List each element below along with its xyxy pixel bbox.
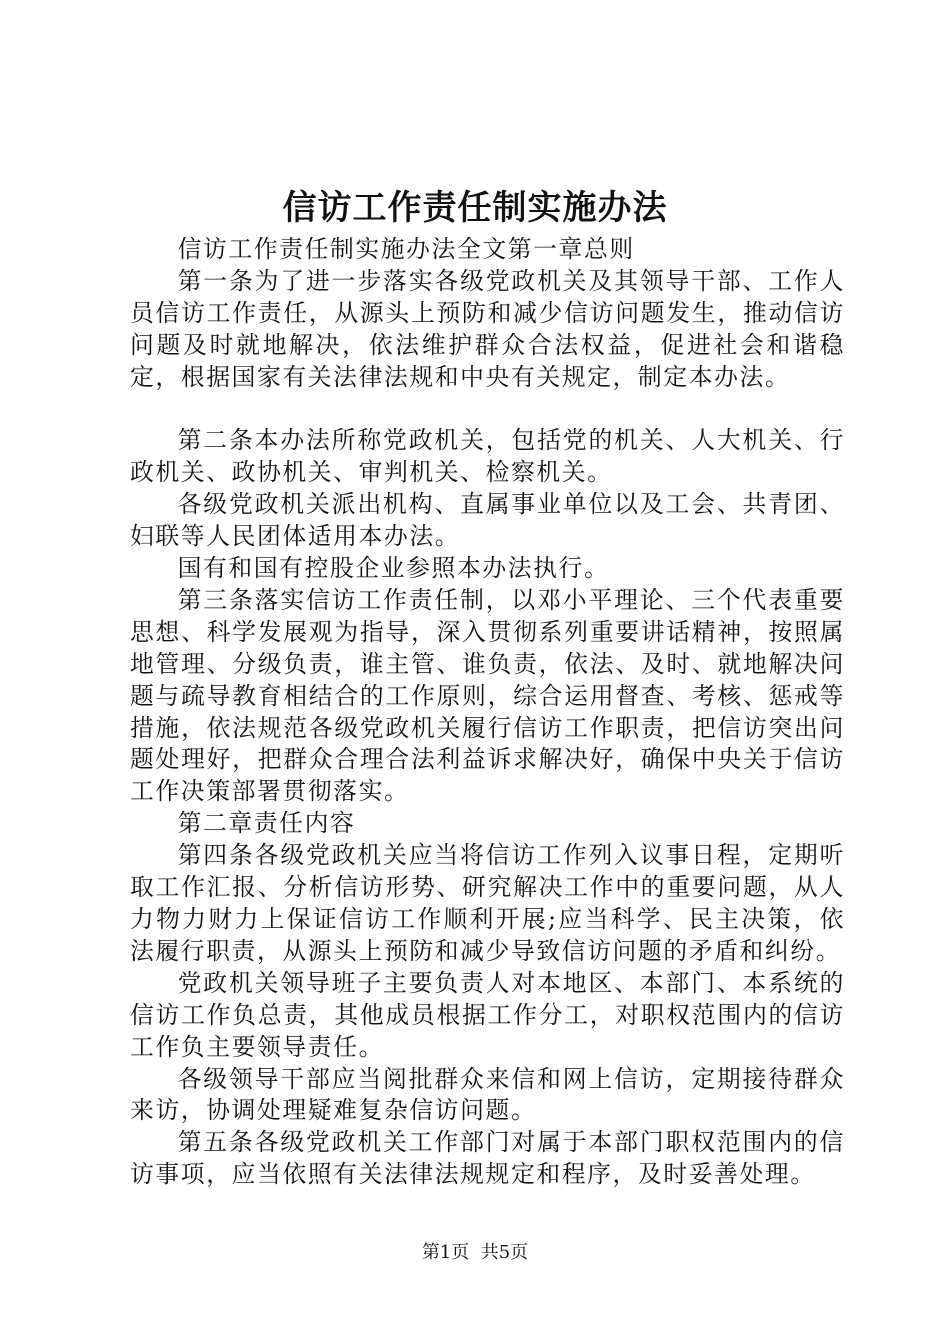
chapter-2-heading: 第二章责任内容	[177, 809, 356, 838]
article-5-paragraph: 第五条各级党政机关工作部门对属于本部门职权范围内的信访事项，应当依照有关法律法规规定和程序，及时妥善处理。	[130, 1128, 845, 1189]
article-4-paragraph: 第四条各级党政机关应当将信访工作列入议事日程，定期听取工作汇报、分析信访形势、研究解决工作中的重要问题，从人力物力财力上保证信访工作顺利开展;应当科学、民主决策，依法履行职责，从源头上预防和减少导致信访问题的矛盾和纠纷。	[130, 841, 845, 965]
chapter-1-heading: 信访工作责任制实施办法全文第一章总则	[177, 235, 635, 263]
article-3-paragraph: 第三条落实信访工作责任制，以邓小平理论、三个代表重要思想、科学发展观为指导，深入贯彻系列重要讲话精神，按照属地管理、分级负责，谁主管、谁负责，依法、及时、就地解决问题与疏导教育相结合的工作原则，综合运用督查、考核、惩戒等措施，依法规范各级党政机关履行信访工作职责，把信访突出问题处理好，把群众合理合法利益诉求解决好，确保中央关于信访工作决策部署贯彻落实。	[130, 585, 845, 806]
article-2-clause-3: 国有和国有控股企业参照本办法执行。	[177, 554, 610, 583]
document-title: 信访工作责任制实施办法	[282, 188, 668, 228]
article-2-clause-2: 各级党政机关派出机构、直属事业单位以及工会、共青团、妇联等人民团体适用本办法。	[130, 490, 845, 551]
page-number-footer: 第1页 共5页	[421, 1242, 529, 1263]
article-4-clause-3: 各级领导干部应当阅批群众来信和网上信访，定期接待群众来访，协调处理疑难复杂信访问题。	[130, 1064, 845, 1125]
article-2-paragraph: 第二条本办法所称党政机关，包括党的机关、人大机关、行政机关、政协机关、审判机关、检察机关。	[130, 426, 845, 487]
document-body	[130, 234, 845, 1191]
article-1-paragraph: 第一条为了进一步落实各级党政机关及其领导干部、工作人员信访工作责任，从源头上预防和减少信访问题发生，推动信访问题及时就地解决，依法维护群众合法权益，促进社会和谐稳定，根据国家有关法律法规和中央有关规定，制定本办法。	[130, 266, 845, 391]
article-4-clause-2: 党政机关领导班子主要负责人对本地区、本部门、本系统的信访工作负总责，其他成员根据工作分工，对职权范围内的信访工作负主要领导责任。	[130, 968, 845, 1061]
